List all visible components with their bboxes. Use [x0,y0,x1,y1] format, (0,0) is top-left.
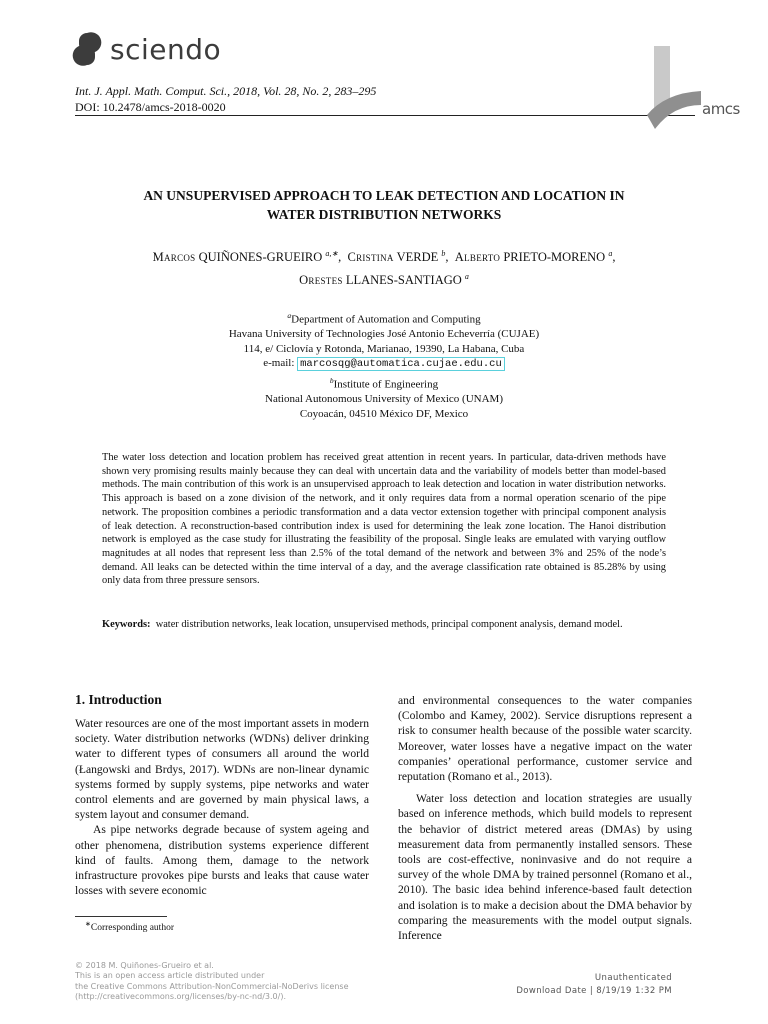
author-first-name: Marcos [152,250,196,265]
affiliation-name-line [90,374,678,392]
download-stamp [470,972,672,997]
keywords-text: water distribution networks, leak location, unsupervised methods, principal component analysis, demand model. [155,619,623,630]
author-affiliation-mark: b [441,249,446,258]
license-link[interactable]: (http://creativecommons.org/licenses/by-nc-nd/3.0/). [75,992,286,1002]
author-last-name: LLANES-SANTIAGO [345,273,462,288]
affiliation-name: Department of Automation and Computing [291,313,481,326]
affiliation-name: Institute of Engineering [333,378,439,391]
keywords-label: Keywords: [102,619,151,630]
license-line: This is an open access article distributed under [75,971,265,981]
section-heading: 1. Introduction [75,692,162,707]
email-line [90,356,678,372]
right-column [398,693,692,943]
download-date: Download Date | 8/19/19 1:32 PM [516,985,672,996]
affiliation-line: 114, e/ Ciclovía y Rotonda, Marianao, 19390, La Habana, Cuba [243,342,525,355]
paper-title [90,186,678,224]
author-affiliation-mark: a [464,272,469,282]
affiliation-line: Havana University of Technologies José Antonio Echeverría (CUJAE) [228,328,540,341]
affiliation-b [90,374,678,421]
journal-logo-text: amcs [702,100,740,118]
license-line: © 2018 M. Quiñones-Grueiro et al. [75,961,214,970]
title-line: WATER DISTRIBUTION NETWORKS [266,207,502,222]
affiliation-name-line [90,309,678,327]
header-rule [75,115,695,116]
author-line [90,267,678,290]
author-last-name: QUIÑONES-GRUEIRO [198,250,323,265]
author-last-name: VERDE [396,250,439,265]
paragraph: As pipe networks degrade because of system ageing and other phenomena, distribution systems experience different kind of faults. Among them, damage to the network infrastructure provokes pipe bursts and leaks that cause water losses with severe economic [75,823,369,898]
abstract: The water loss detection and location problem has received great attention in recent years. In particular, data-driven methods have shown very promising results mainly because they can deal with uncertain data and the variability of models better than model-based methods. The main contribution of this work is an unsupervised approach to leak detection and location in water distribution networks. This approach is based on a zone division of the network, and it only requires data from a normal operation scenario of the pipe network. The proposition combines a periodic transformation and a data vector extension together with principal component analysis of leak detection. A reconstruction-based contribution index is used for determining the leak zone location. The Hanoi distribution network is employed as the case study for illustrating the feasibility of the proposal. Single leaks are emulated with varying outflow magnitudes at all nodes that represent less than 2.5% of the total demand of the network and between 3% and 25% of the node’s demand. All leaks can be detected within the time interval of a day, and the average classification rate obtained is 85.28% by using only data from three pressure sensors. [102,452,666,587]
doi: DOI: 10.2478/amcs-2018-0020 [75,100,226,114]
publisher-name: sciendo [110,32,222,66]
publisher-logo [72,30,221,68]
journal-logo-swoosh-icon [645,85,703,133]
author-first-name: Cristina [347,250,394,265]
footnote [85,920,174,933]
paragraph: and environmental consequences to the water companies (Colombo and Kamey, 2002). Service disruptions represent a risk to consumer health because of the possible water scarcity. Moreover, water losses have a negative impact on the water companies’ operational performance, customer service and reputation (Romano et al., 2013). [398,694,692,784]
author-affiliation-mark: a [608,249,613,258]
footnote-text: Corresponding author [90,923,174,934]
footnote-mark: ∗ [85,920,91,928]
author-separator: , [445,250,449,265]
affiliation-mark: b [329,376,334,385]
paragraph: Water loss detection and location strategies are usually based on inference methods, which build models to represent the behavior of district metered areas (DMAs) by using measurement data from permanently installed sensors. These tools are cost-effective, noninvasive and do not require a survey of the whole DMA by trained personnel (Romano et al., 2010). The basic idea behind inference-based fault detection and isolation is to make a decision about the DMA behavior by comparing the measurements with the model output signals. Inference [398,792,692,943]
author-line [90,244,678,267]
affiliation-a [90,309,678,372]
author-last-name: PRIETO-MORENO [503,250,606,265]
email-link[interactable]: marcosqg@automatica.cujae.edu.cu [297,357,505,371]
author-first-name: Alberto [454,250,501,265]
affiliation-line: Coyoacán, 04510 México DF, Mexico [299,407,469,420]
license-line: the Creative Commons Attribution-NonCommercial-NoDerivs license [75,981,349,991]
left-column [75,716,369,898]
author-list [90,244,678,290]
keywords [102,618,666,632]
title-line: AN UNSUPERVISED APPROACH TO LEAK DETECTION AND LOCATION IN [143,188,625,203]
sciendo-logo-icon [72,32,102,66]
author-separator: , [338,250,342,265]
affiliation-mark: a [287,311,292,320]
author-separator: , [612,250,616,265]
affiliation-line: National Autonomous University of Mexico (UNAM) [265,393,503,406]
footnote-rule [75,916,167,917]
license-notice [75,961,349,1003]
author-affiliation-mark: a,∗ [325,249,339,258]
email-label: e-mail: [263,357,295,370]
author-first-name: Orestes [299,273,343,288]
journal-reference: Int. J. Appl. Math. Comput. Sci., 2018, Vol. 28, No. 2, 283–295 [75,84,377,98]
paragraph: Water resources are one of the most important assets in modern society. Water distribution networks (WDNs) deliver drinking water to different types of consumers all around the world (Łangowski and Brdys, 2017). WDNs are non-linear dynamic systems formed by supply systems, pipe networks and water control elements and are governed by main physical laws, a system layout and consumer demand. [75,717,369,822]
auth-status: Unauthenticated [594,973,672,983]
